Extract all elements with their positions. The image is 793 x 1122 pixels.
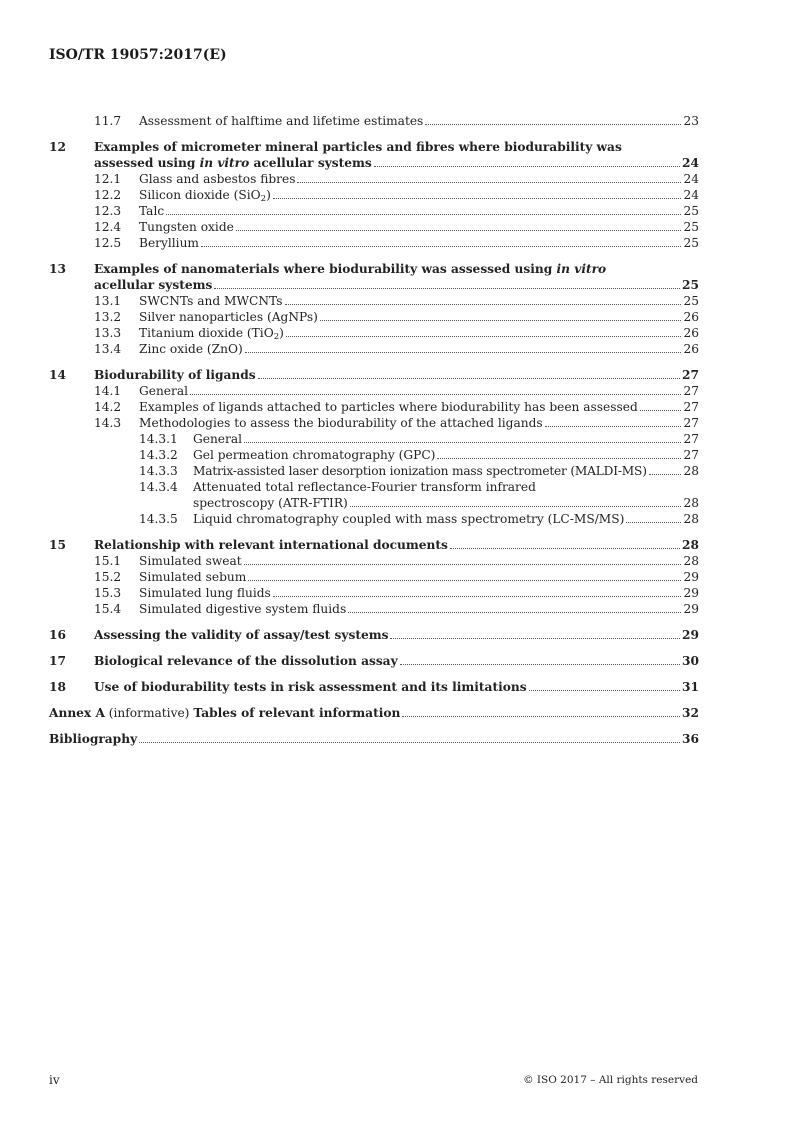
document-id: ISO/TR 19057:2017(E) [49, 47, 227, 63]
leader-dots [286, 336, 682, 337]
leader-dots [649, 474, 682, 475]
toc-page: 27 [683, 448, 699, 462]
leader-dots [190, 394, 681, 395]
leader-dots [245, 352, 682, 353]
toc-title: Simulated lung fluids [139, 586, 271, 600]
toc-number: 14.3 [94, 416, 122, 430]
leader-dots [348, 612, 681, 613]
toc-entry-15-1[interactable] [49, 553, 699, 569]
toc-entry-12-5[interactable] [49, 235, 699, 251]
toc-entry-bibliography[interactable] [49, 731, 699, 747]
toc-number: 15.3 [94, 586, 122, 600]
toc-entry-15-4[interactable] [49, 601, 699, 617]
leader-dots [529, 690, 680, 691]
leader-dots [320, 320, 682, 321]
toc-page: 23 [683, 114, 699, 128]
toc-entry-12-2[interactable] [49, 187, 699, 203]
toc-entry-17[interactable] [49, 653, 699, 669]
leader-dots [350, 506, 682, 507]
leader-dots [166, 214, 681, 215]
toc-entry-13-1[interactable] [49, 293, 699, 309]
toc-number: 15.1 [94, 554, 122, 568]
toc-title: Beryllium [139, 236, 199, 250]
toc-page: 26 [683, 326, 699, 340]
leader-dots [139, 742, 680, 743]
toc-title: Gel permeation chromatography (GPC) [193, 448, 436, 462]
toc-page: 28 [683, 512, 699, 526]
toc-page: 28 [683, 464, 699, 478]
toc-title: General [139, 384, 188, 398]
toc-number: 15 [49, 538, 66, 552]
toc-number: 18 [49, 680, 66, 694]
toc-entry-12[interactable] [49, 139, 699, 171]
toc-title: Matrix-assisted laser desorption ionization mass spectrometer (MALDI-MS) [193, 464, 647, 478]
toc-entry-15-3[interactable] [49, 585, 699, 601]
leader-dots [273, 198, 682, 199]
toc-number: 12.3 [94, 204, 122, 218]
toc-page: 25 [683, 204, 699, 218]
toc-page: 36 [682, 732, 699, 746]
toc-entry-18[interactable] [49, 679, 699, 695]
toc-title: Glass and asbestos fibres [139, 172, 296, 186]
toc-number: 16 [49, 628, 66, 642]
toc-title: Titanium dioxide (TiO$_2$) [139, 326, 284, 343]
leader-dots [244, 564, 682, 565]
toc-page: 25 [683, 236, 699, 250]
toc-number: 14.1 [94, 384, 122, 398]
toc-entry-annex-a[interactable] [49, 705, 699, 721]
leader-dots [402, 716, 680, 717]
toc-entry-13-3[interactable] [49, 325, 699, 341]
toc-number: 14.2 [94, 400, 122, 414]
toc-page: 26 [683, 342, 699, 356]
toc-page: 28 [683, 496, 699, 510]
toc-number: 14.3.4 [139, 480, 178, 494]
toc-title: General [193, 432, 242, 446]
leader-dots [437, 458, 681, 459]
toc-page: 27 [683, 384, 699, 398]
toc-title-line1: Attenuated total reflectance-Fourier transform infrared [193, 480, 536, 494]
toc-page: 24 [683, 188, 699, 202]
toc-page: 27 [683, 432, 699, 446]
leader-dots [244, 442, 681, 443]
toc-title: Simulated sweat [139, 554, 242, 568]
toc-title: Assessment of halftime and lifetime estimates [139, 114, 424, 128]
toc-title: Silver nanoparticles (AgNPs) [139, 310, 318, 324]
toc-page: 26 [683, 310, 699, 324]
toc-page: 25 [683, 294, 699, 308]
toc-title: Assessing the validity of assay/test systems [94, 628, 389, 642]
leader-dots [450, 548, 680, 549]
leader-dots [374, 166, 680, 167]
table-of-contents [49, 113, 699, 747]
leader-dots [285, 304, 682, 305]
toc-title: Simulated digestive system fluids [139, 602, 347, 616]
toc-title-line2: spectroscopy (ATR-FTIR) [193, 496, 348, 510]
toc-page: 32 [682, 706, 699, 720]
toc-entry-12-4[interactable] [49, 219, 699, 235]
toc-title-line1: Examples of micrometer mineral particles and fibres where biodurability was [94, 140, 622, 154]
toc-number: 14 [49, 368, 66, 382]
toc-entry-14-1[interactable] [49, 383, 699, 399]
toc-entry-13[interactable] [49, 261, 699, 293]
toc-page: 27 [683, 400, 699, 414]
toc-number: 14.3.1 [139, 432, 178, 446]
toc-title-line2: assessed using in vitro acellular systems [94, 156, 372, 170]
toc-title: Annex A (informative) Tables of relevant information [49, 706, 401, 720]
toc-page: 25 [682, 278, 699, 292]
page-number: iv [49, 1073, 60, 1087]
leader-dots [214, 288, 680, 289]
toc-number: 12.5 [94, 236, 122, 250]
toc-number: 17 [49, 654, 66, 668]
toc-entry-14[interactable] [49, 367, 699, 383]
toc-entry-14-3[interactable] [49, 415, 699, 431]
toc-entry-14-3-2[interactable] [49, 447, 699, 463]
toc-number: 13.1 [94, 294, 122, 308]
toc-entry-13-4[interactable] [49, 341, 699, 357]
toc-page: 29 [682, 628, 699, 642]
toc-title-line2: acellular systems [94, 278, 213, 292]
leader-dots [626, 522, 681, 523]
toc-number: 11.7 [94, 114, 122, 128]
toc-entry-16[interactable] [49, 627, 699, 643]
leader-dots [400, 664, 680, 665]
leader-dots [273, 596, 682, 597]
toc-entry-12-1[interactable] [49, 171, 699, 187]
toc-page: 29 [683, 570, 699, 584]
toc-number: 13 [49, 262, 66, 276]
toc-title: Biological relevance of the dissolution assay [94, 654, 398, 668]
toc-number: 14.3.3 [139, 464, 178, 478]
toc-entry-11-7[interactable] [49, 113, 699, 129]
toc-number: 12.1 [94, 172, 122, 186]
toc-number: 15.4 [94, 602, 122, 616]
toc-entry-15-2[interactable] [49, 569, 699, 585]
toc-page: 30 [682, 654, 699, 668]
toc-number: 13.4 [94, 342, 122, 356]
leader-dots [201, 246, 682, 247]
toc-page: 31 [682, 680, 699, 694]
toc-title: Simulated sebum [139, 570, 247, 584]
toc-title: Use of biodurability tests in risk assessment and its limitations [94, 680, 527, 694]
toc-entry-13-2[interactable] [49, 309, 699, 325]
toc-number: 12 [49, 140, 66, 154]
toc-title: Bibliography [49, 732, 138, 746]
toc-title: Biodurability of ligands [94, 368, 256, 382]
toc-title: Silicon dioxide (SiO$_2$) [139, 188, 271, 205]
toc-title: Talc [139, 204, 165, 218]
toc-page: 24 [682, 156, 699, 170]
toc-number: 13.2 [94, 310, 122, 324]
toc-entry-14-3-3[interactable] [49, 463, 699, 479]
leader-dots [248, 580, 681, 581]
toc-page: 25 [683, 220, 699, 234]
toc-title: Tungsten oxide [139, 220, 234, 234]
toc-page: 29 [683, 586, 699, 600]
toc-title: Examples of ligands attached to particles where biodurability has been assessed [139, 400, 638, 414]
toc-page: 29 [683, 602, 699, 616]
toc-entry-14-3-4[interactable] [49, 479, 699, 511]
toc-number: 12.2 [94, 188, 122, 202]
toc-page: 28 [682, 538, 699, 552]
leader-dots [640, 410, 682, 411]
copyright-notice: © ISO 2017 – All rights reserved [523, 1074, 698, 1086]
toc-title-line1: Examples of nanomaterials where biodurability was assessed using in vitro [94, 262, 607, 276]
toc-title: Methodologies to assess the biodurability of the attached ligands [139, 416, 543, 430]
toc-entry-12-3[interactable] [49, 203, 699, 219]
toc-number: 14.3.2 [139, 448, 178, 462]
leader-dots [425, 124, 681, 125]
toc-page: 24 [683, 172, 699, 186]
toc-number: 14.3.5 [139, 512, 178, 526]
toc-number: 12.4 [94, 220, 122, 234]
toc-title: Relationship with relevant international documents [94, 538, 448, 552]
leader-dots [545, 426, 682, 427]
toc-title: Zinc oxide (ZnO) [139, 342, 243, 356]
toc-entry-14-2[interactable] [49, 399, 699, 415]
leader-dots [236, 230, 682, 231]
toc-page: 27 [682, 368, 699, 382]
leader-dots [390, 638, 680, 639]
toc-number: 15.2 [94, 570, 122, 584]
toc-number: 13.3 [94, 326, 122, 340]
toc-entry-15[interactable] [49, 537, 699, 553]
toc-entry-14-3-5[interactable] [49, 511, 699, 527]
toc-title: Liquid chromatography coupled with mass spectrometry (LC-MS/MS) [193, 512, 625, 526]
leader-dots [297, 182, 681, 183]
leader-dots [258, 378, 680, 379]
toc-page: 28 [683, 554, 699, 568]
toc-title: SWCNTs and MWCNTs [139, 294, 283, 308]
toc-page: 27 [683, 416, 699, 430]
toc-entry-14-3-1[interactable] [49, 431, 699, 447]
